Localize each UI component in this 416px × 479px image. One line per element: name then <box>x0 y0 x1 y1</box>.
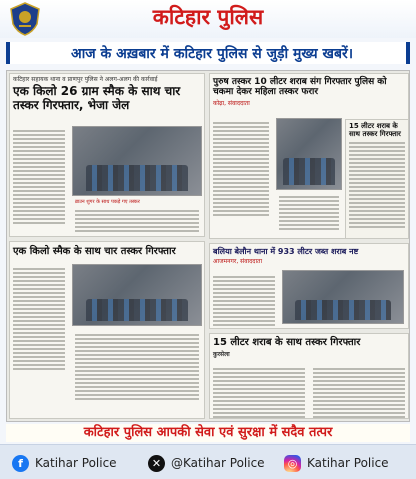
tagline: कटिहार पुलिस आपकी सेवा एवं सुरक्षा में सदैव तत्पर <box>6 424 410 442</box>
photo-caption: ब्राउन शुगर के साथ पकड़े गए तस्कर <box>75 199 140 205</box>
x-twitter-icon: ✕ <box>148 455 165 472</box>
instagram-link[interactable] <box>284 454 389 472</box>
news-photo <box>276 118 342 190</box>
facebook-icon: f <box>12 455 29 472</box>
facebook-link[interactable] <box>12 454 117 472</box>
news-clip-four-smugglers <box>9 241 205 419</box>
newspaper-collage <box>6 70 410 422</box>
instagram-handle: Katihar Police <box>307 456 389 470</box>
page-title: कटिहार पुलिस <box>152 5 264 29</box>
clip-headline: एक किलो 26 ग्राम स्मैक के साथ चार तस्कर गिरफ्तार, भेजा जेल <box>13 84 181 112</box>
clip-headline: 15 लीटर शराब के साथ तस्कर गिरफ्तार <box>349 122 401 139</box>
news-photo <box>72 264 202 326</box>
news-clip-liquor-destroyed <box>209 243 409 329</box>
clip-headline: बलिया बेलौन थाना में 933 लीटर जब्त शराब नष्ट <box>213 247 359 256</box>
app-header <box>0 0 416 38</box>
clip-headline: 15 लीटर शराब के साथ तस्कर गिरफ्तार <box>213 337 361 348</box>
news-photo <box>282 270 404 324</box>
clip-kicker: कटिहार सहायक थाना व प्राणपुर पुलिस ने अलग-अलग की कार्रवाई <box>13 76 158 83</box>
clip-kicker: कुरसेला <box>213 350 230 358</box>
clip-kicker: आजमनगर, संवाददाता <box>213 258 262 266</box>
news-clip-liquor-15l-small <box>345 119 409 239</box>
headline-banner <box>6 42 410 64</box>
social-bar <box>0 444 416 479</box>
twitter-link[interactable] <box>148 454 265 472</box>
news-clip-kursela-liquor <box>209 333 409 419</box>
twitter-handle: @Katihar Police <box>171 456 265 470</box>
news-clip-smack-seizure <box>9 73 205 237</box>
clip-headline: पुरुष तस्कर 10 लीटर शराब संग गिरफ्तार पुलिस को चकमा देकर महिला तस्कर फरार <box>213 77 387 98</box>
instagram-icon: ◎ <box>284 455 301 472</box>
clip-kicker: कोढ़ा, संवाददाता <box>213 99 250 107</box>
news-photo <box>72 126 202 196</box>
headline-text: आज के अख़बार में कटिहार पुलिस से जुड़ी मुख्य खबरें। <box>70 46 354 62</box>
clip-headline: एक किलो स्मैक के साथ चार तस्कर गिरफ्तार <box>13 246 176 257</box>
facebook-handle: Katihar Police <box>35 456 117 470</box>
